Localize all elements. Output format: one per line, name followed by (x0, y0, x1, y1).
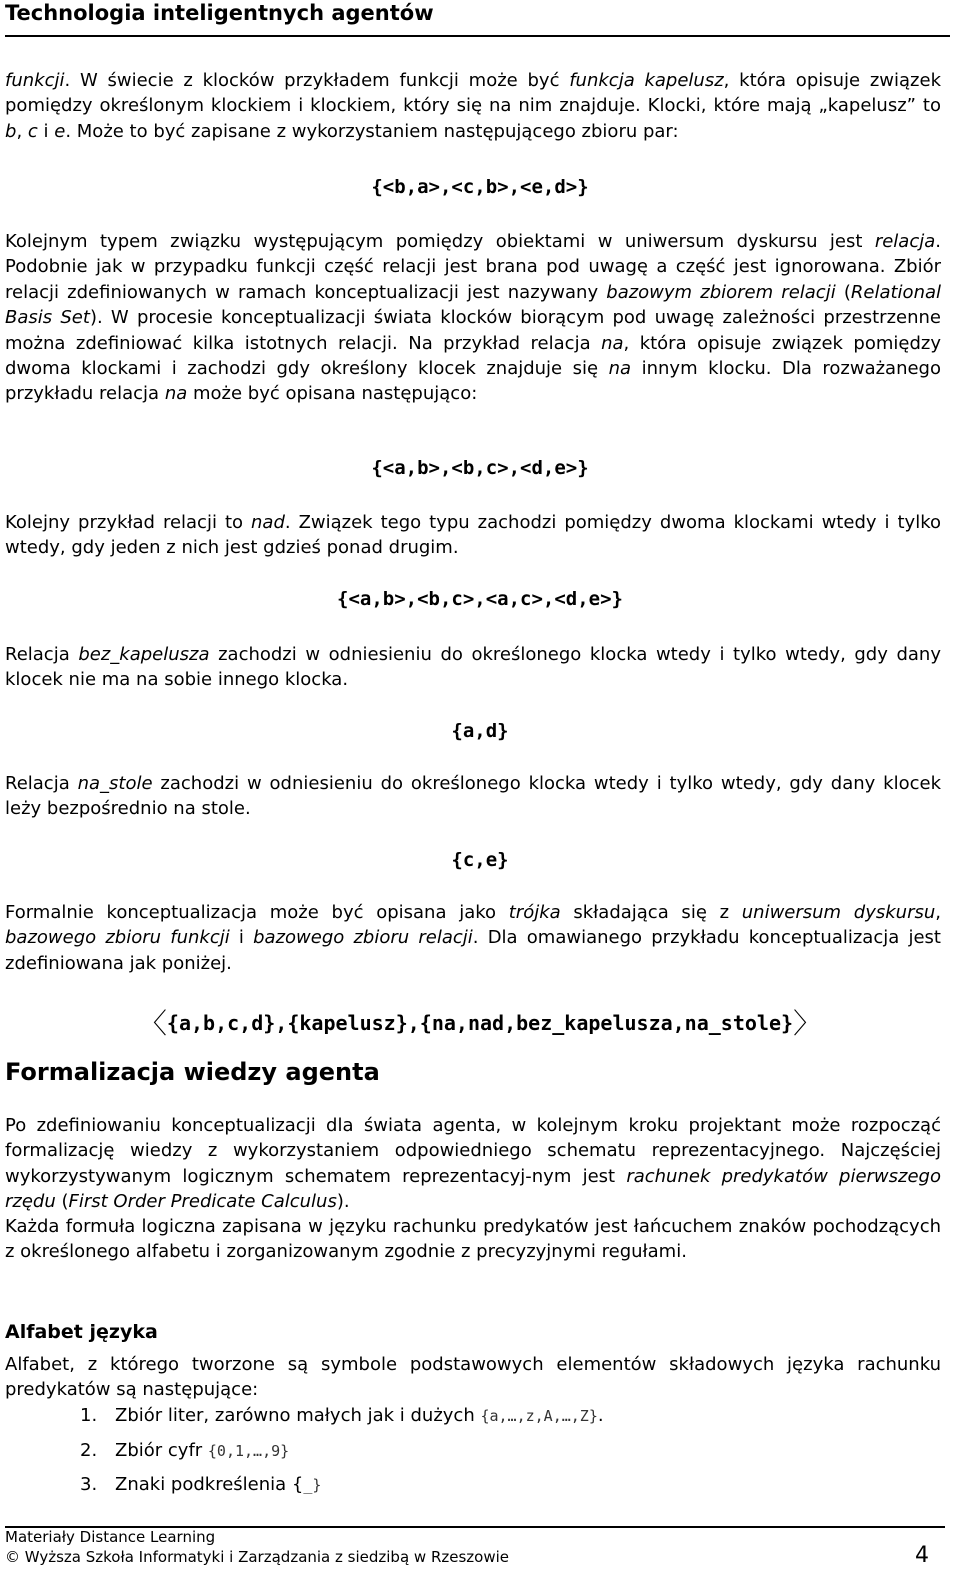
footer-copyright: © Wyższa Szkoła Informatyki i Zarządzania z siedzibą w Rzeszowie (5, 1548, 510, 1566)
paragraph-na-stole: Relacja na_stole zachodzi w odniesieniu do określonego klocka wtedy i tylko wtedy, gdy dany klocek leży bezpośrednio na stole. (5, 773, 941, 820)
tuple-body: {a,b,c,d},{kapelusz},{na,nad,bez_kapelusza,na_stole} (166, 1011, 794, 1035)
paragraph-alphabet: Alfabet, z którego tworzone są symbole podstawowych elementów składowych języka rachunku predykatów są następujące: (5, 1354, 941, 1401)
right-angle-bracket: 〉 (793, 1007, 822, 1040)
paragraph-relations: Kolejnym typem związku występującym pomiędzy obiektami w uniwersum dyskursu jest relacja. Podobnie jak w przypadku funkcji część relacji jest brana pod uwagę a część jest ignorowana. Zbiór relacji zdefiniowanych w ramach konceptualizacji jest nazywany bazowym zbiorem relacji (Relational Basis Set). W procesie konceptualizacji świata klocków biorącym pod uwagę zależności przestrzenne można zdefiniować kilka istotnych relacji. Na przykład relacja na, która opisuje związek pomiędzy dwoma klockami i zachodzi gdy określony klocek znajduje się na innym klocku. Dla rozważanego przykładu relacja na może być opisana następująco: (5, 231, 942, 405)
list-item: 3. Znaki podkreślenia {_} (80, 1474, 322, 1495)
set-na-relation: {<a,b>,<b,c>,<d,e>} (371, 457, 589, 479)
paragraph-formula-string: Każda formuła logiczna zapisana w języku rachunku predykatów jest łańcuchem znaków pochodzących z określonego alfabetu i zorganizowanym zgodnie z precyzyjnymi regułami. (5, 1216, 941, 1263)
paragraph-nad: Kolejny przykład relacji to nad. Związek tego typu zachodzi pomiędzy dwoma klockami wtedy i tylko wtedy, gdy jeden z nich jest gdzieś ponad drugim. (5, 512, 941, 559)
paragraph-bez-kapelusza: Relacja bez_kapelusza zachodzi w odniesieniu do określonego klocka wtedy i tylko wtedy, gdy dany klocek nie ma na sobie innego klocka. (5, 644, 941, 691)
set-kapelusz-pairs: {<b,a>,<c,b>,<e,d>} (371, 176, 589, 198)
paragraph-functions: funkcji. W świecie z klocków przykładem funkcji może być funkcja kapelusz, która opisuje związek pomiędzy określonym klockiem i klockiem, który się na nim znajduje. Klocki, które mają „kapelusz” to b, c i e. Może to być zapisane z wykorzystaniem następującego zbioru par: (5, 70, 942, 142)
paragraph-formal-conceptualization: Formalnie konceptualizacja może być opisana jako trójka składająca się z uniwersum dyskursu, bazowego zbioru funkcji i bazowego zbioru relacji. Dla omawianego przykładu konceptualizacja jest zdefiniowana jak poniżej. (5, 902, 941, 974)
conceptualization-tuple (0, 1002, 960, 1042)
section-heading-formalization: Formalizacja wiedzy agenta (5, 1058, 380, 1086)
set-bez-kapelusza: {a,d} (451, 720, 509, 742)
page-number: 4 (915, 1543, 929, 1568)
section-heading-alphabet: Alfabet języka (5, 1321, 158, 1343)
header-title: Technologia inteligentnych agentów (5, 1, 434, 25)
paragraph-formalization: Po zdefiniowaniu konceptualizacji dla świata agenta, w kolejnym kroku projektant może rozpocząć formalizację wiedzy z wykorzystaniem odpowiedniego schematu reprezentacyjnego. Najczęściej wykorzystywanym logicznym schematem reprezentacyj-nym jest rachunek predykatów pierwszego rzędu (First Order Predicate Calculus). (5, 1115, 941, 1213)
running-header (5, 0, 950, 37)
set-nad-relation: {<a,b>,<b,c>,<a,c>,<d,e>} (337, 588, 623, 610)
footer-course-label: Materiały Distance Learning (5, 1528, 216, 1546)
left-angle-bracket: 〈 (138, 1007, 167, 1040)
set-na-stole: {c,e} (451, 849, 509, 871)
list-item: 1. Zbiór liter, zarówno małych jak i dużych {a,…,z,A,…,Z}. (80, 1405, 604, 1426)
list-item: 2. Zbiór cyfr {0,1,…,9} (80, 1440, 290, 1461)
